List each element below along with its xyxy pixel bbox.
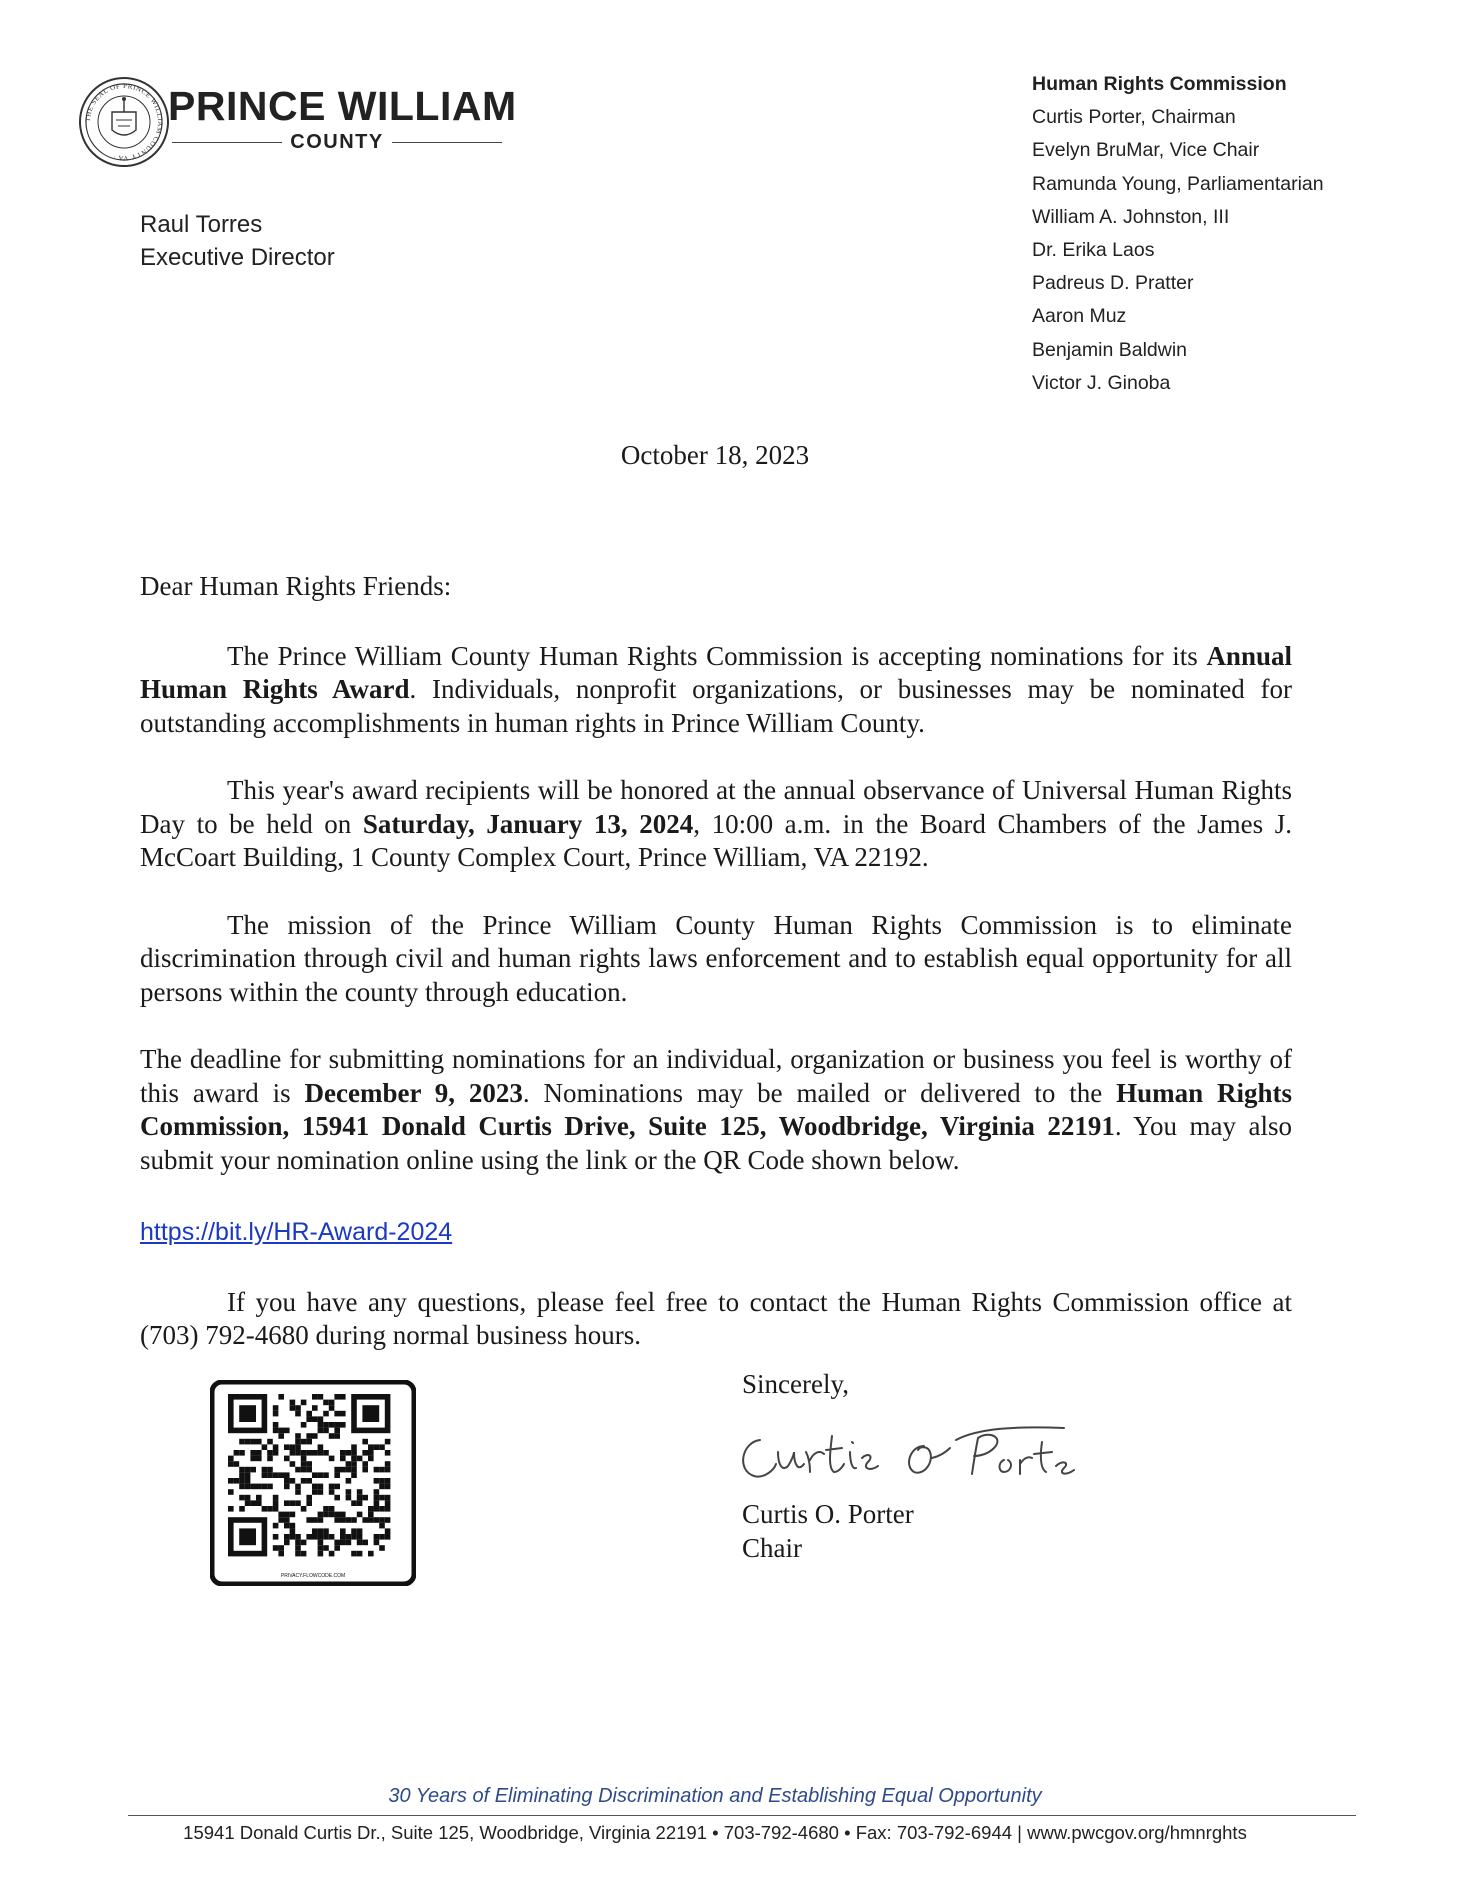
p4-text-mid: . Nominations may be mailed or delivered to the — [522, 1077, 1117, 1108]
roster-member: Ramunda Young, Parliamentarian — [1032, 172, 1324, 195]
footer-tagline: 30 Years of Eliminating Discrimination and Establishing Equal Opportunity — [388, 1785, 1042, 1807]
deadline-date: December 9, 2023 — [304, 1077, 523, 1108]
p2-text: This year's award recipients will be honored at the annual observance of Universal Human Rights Day to be held on — [140, 775, 1292, 839]
p1-text-end: . Individuals, nonprofit organizations, or businesses may be nominated for outstanding accomplishments in human rights in Prince William County. — [140, 674, 1293, 738]
closing: Sincerely, — [742, 1369, 849, 1399]
roster-member: William A. Johnston, III — [1032, 205, 1230, 228]
footer-address: 15941 Donald Curtis Dr., Suite 125, Woodbridge, Virginia 22191 • 703-792-4680 • Fax: 703-792-6944 | www.pwcgov.org/hmnrghts — [183, 1822, 1247, 1843]
roster-member: Benjamin Baldwin — [1032, 338, 1188, 361]
director-block — [140, 208, 335, 274]
county-logo-subtitle — [172, 131, 502, 153]
p4-text: The deadline for submitting nominations for an individual, organization or business you feel is worthy of this award is — [140, 1044, 1292, 1108]
paragraph-mission: The mission of the Prince William County Human Rights Commission is to eliminate discrimination through civil and human rights laws enforcement and to establish equal opportunity for all persons within the county through education. — [140, 909, 1292, 1007]
salutation: Dear Human Rights Friends: — [140, 571, 452, 601]
roster-member: Dr. Erika Laos — [1032, 239, 1155, 262]
roster-heading: Human Rights Commission — [1032, 73, 1287, 95]
roster-member: Curtis Porter, Chairman — [1032, 106, 1236, 129]
director-name: Raul Torres — [140, 211, 263, 238]
signer-block — [742, 1497, 914, 1565]
county-logo-subtitle-text: COUNTY — [282, 131, 391, 153]
svg-text:THE SEAL OF PRINCE WILLIAM COU: THE SEAL OF PRINCE WILLIAM COUNTY VA · — [83, 81, 165, 163]
p1-text: The Prince William County Human Rights Commission is accepting nominations for its — [227, 640, 1207, 671]
nomination-link[interactable]: https://bit.ly/HR-Award-2024 — [140, 1218, 453, 1246]
roster-member: Evelyn BruMar, Vice Chair — [1032, 139, 1260, 162]
letter-date: October 18, 2023 — [620, 440, 810, 470]
director-title: Executive Director — [140, 244, 335, 271]
paragraph-nominations — [140, 640, 1292, 741]
signature-image — [728, 1412, 1078, 1492]
award-name: Annual Human Rights Award — [140, 640, 1292, 704]
qr-caption: PRIVACY.FLOWCODE.COM — [280, 1573, 346, 1579]
footer-divider — [128, 1815, 1356, 1816]
roster-member: Padreus D. Pratter — [1032, 272, 1194, 295]
signer-name: Curtis O. Porter — [742, 1499, 914, 1529]
county-seal-logo — [78, 76, 170, 168]
paragraph-event — [140, 774, 1292, 875]
mailing-address: Human Rights Commission, 15941 Donald Curtis Drive, Suite 125, Woodbridge, Virginia 22191 — [140, 1077, 1292, 1141]
paragraph-deadline — [140, 1043, 1292, 1177]
roster-member: Aaron Muz — [1032, 305, 1127, 328]
signer-title: Chair — [742, 1533, 802, 1563]
commission-roster — [1032, 68, 1324, 400]
p4-text-end: . You may also submit your nomination online using the link or the QR Code shown below. — [140, 1111, 1292, 1175]
county-logo-subtitle-wrap — [172, 131, 502, 153]
event-date: Saturday, January 13, 2024 — [362, 808, 694, 839]
p2-text-end: , 10:00 a.m. in the Board Chambers of the James J. McCoart Building, 1 County Complex Court, Prince William, VA 22192. — [140, 808, 1293, 872]
qr-code[interactable] — [210, 1380, 416, 1586]
county-logo-title: PRINCE WILLIAM — [168, 83, 517, 129]
letter-body — [140, 570, 1292, 1353]
roster-member: Victor J. Ginoba — [1032, 371, 1171, 394]
paragraph-contact: If you have any questions, please feel free to contact the Human Rights Commission office at (703) 792-4680 during normal business hours. — [140, 1286, 1292, 1350]
